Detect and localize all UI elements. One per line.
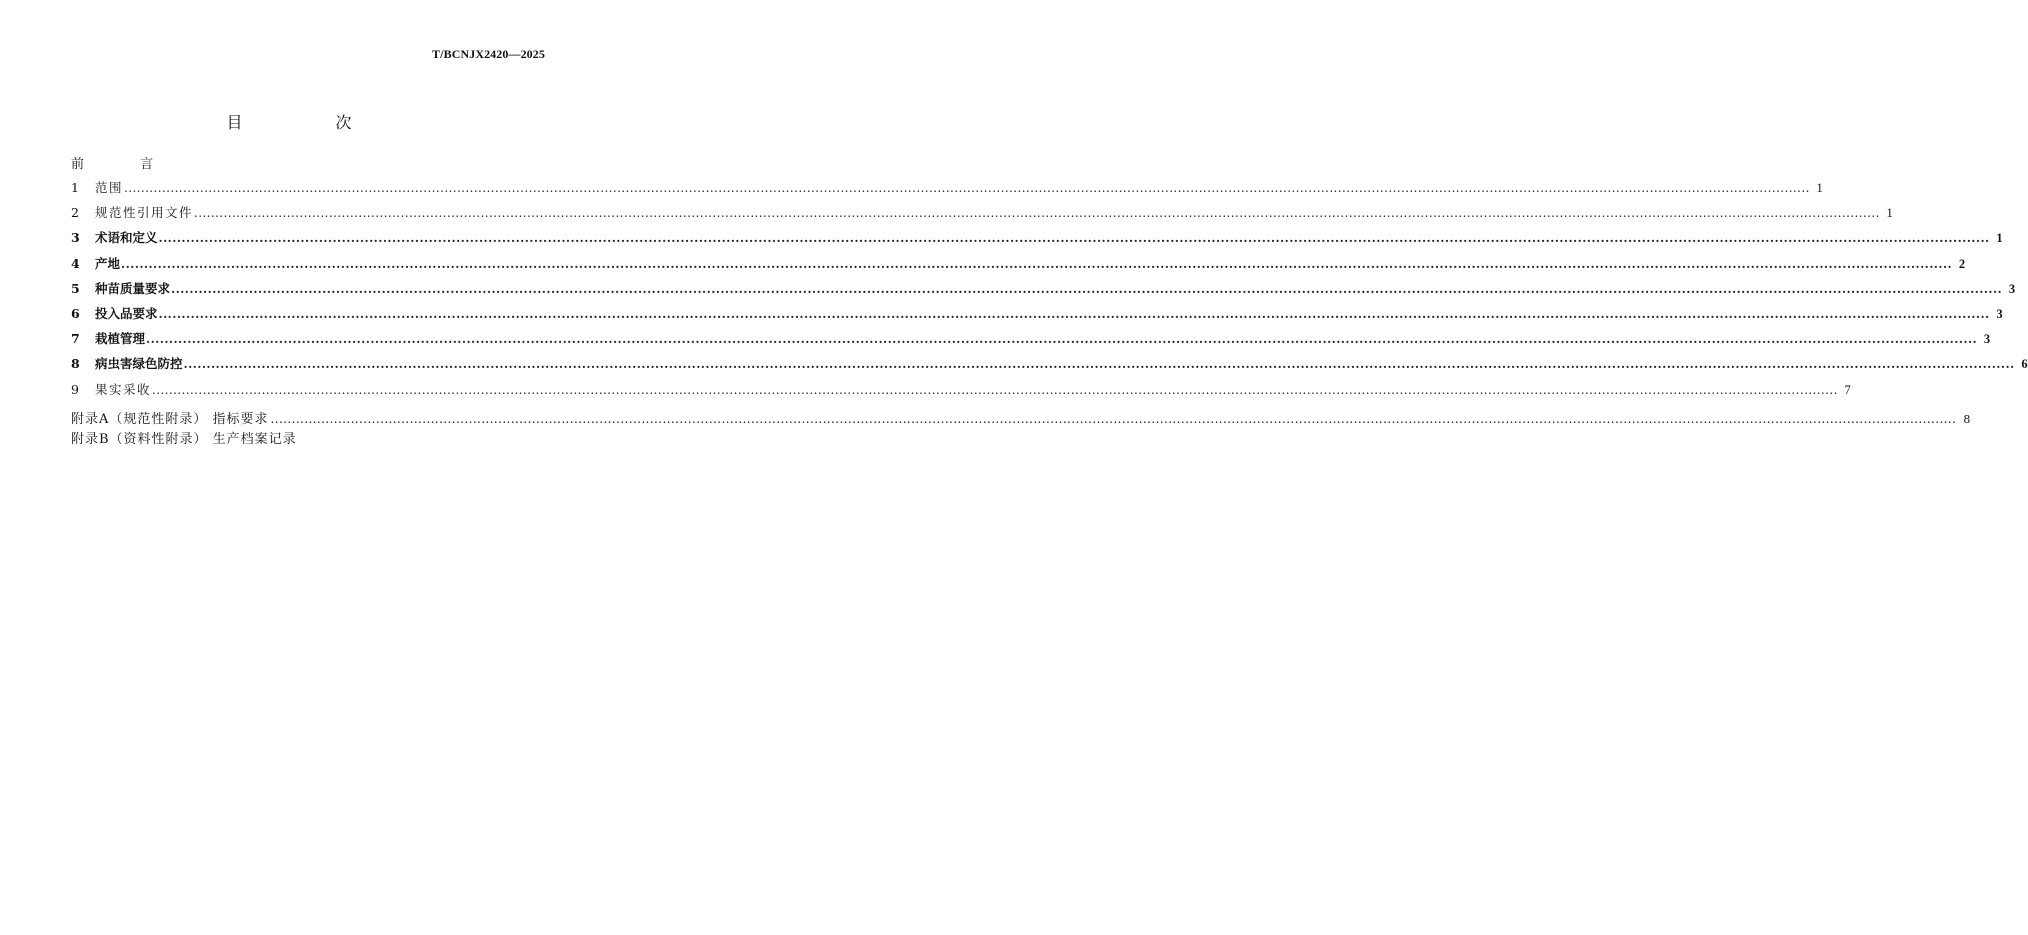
toc-appendix-a-page: 8	[1963, 413, 1971, 426]
toc-leader-dots: ................................................................................................................................................................................................................................................................................................................................................................................................................	[121, 256, 1953, 271]
toc-entry[interactable]	[71, 329, 1991, 354]
toc-entry-label: 果实采收	[95, 381, 152, 397]
toc-appendix-b-label: 附录B（资料性附录） 生产档案记录	[71, 432, 297, 447]
toc-appendix-a-label: 附录A（规范性附录） 指标要求	[71, 412, 269, 427]
toc-entry-label: 术语和定义	[95, 230, 158, 246]
toc-leader-dots: ................................................................................................................................................................................................................................................................................................................................................................................................................	[158, 306, 1990, 321]
toc-entry-label: 种苗质量要求	[95, 280, 171, 296]
toc-entry-number: 3	[71, 230, 80, 246]
toc-entry-page: 1	[1886, 206, 1893, 221]
toc-entry[interactable]	[71, 254, 1966, 279]
toc-entry-number: 9	[71, 381, 79, 397]
toc-entry-number: 1	[71, 180, 79, 195]
toc-entry-number: 4	[71, 255, 80, 271]
toc-entry-number: 6	[71, 305, 80, 321]
toc-leader-dots: ................................................................................................................................................................................................................................................................................................................................................................................................................	[171, 281, 2003, 296]
toc-list	[71, 178, 2028, 405]
toc-title: 目 次	[226, 113, 396, 132]
toc-entry-page: 7	[1844, 382, 1851, 397]
toc-entry[interactable]	[71, 380, 1851, 405]
toc-entry-label: 投入品要求	[95, 305, 158, 321]
toc-entry-label: 病虫害绿色防控	[95, 356, 183, 372]
toc-entry[interactable]	[71, 178, 1823, 203]
toc-leader-dots: ................................................................................................................................................................................................................................................................................................................................................................................................................	[124, 181, 1810, 195]
toc-entry-page: 3	[1983, 332, 1991, 347]
toc-leader-dots: ................................................................................................................................................................................................................................................................................................................................................................................................................	[146, 332, 1978, 347]
toc-leader-dots: ................................................................................................................................................................................................................................................................................................................................................................................................................	[270, 412, 1957, 426]
document-code: T/BCNJX2420—2025	[432, 47, 545, 61]
toc-entry-label: 栽植管理	[95, 331, 146, 347]
toc-entry-page: 6	[2021, 357, 2028, 372]
toc-leader-dots: ................................................................................................................................................................................................................................................................................................................................................................................................................	[183, 357, 2015, 372]
toc-appendix-b[interactable]	[71, 428, 591, 447]
toc-entry-page: 3	[1996, 306, 2003, 321]
toc-entry-label: 产地	[95, 255, 121, 271]
toc-entry[interactable]	[71, 304, 2003, 329]
toc-entry[interactable]	[71, 228, 2003, 253]
toc-leader-dots: ................................................................................................................................................................................................................................................................................................................................................................................................................	[158, 231, 1990, 246]
toc-entry-page: 3	[2008, 281, 2016, 296]
toc-entry[interactable]	[71, 203, 1893, 228]
toc-entry-label: 规范性引用文件	[95, 205, 194, 221]
toc-entry-number: 2	[71, 205, 79, 221]
toc-entry-number: 7	[71, 331, 80, 347]
toc-entry[interactable]	[71, 354, 2028, 379]
toc-entry[interactable]	[71, 279, 2016, 304]
toc-entry-label: 范围	[95, 180, 124, 195]
toc-entry-number: 5	[71, 280, 80, 296]
toc-entry-page: 1	[1996, 231, 2003, 246]
toc-entry-page: 2	[1958, 256, 1966, 271]
toc-appendix-a[interactable]	[71, 408, 1971, 427]
toc-leader-dots: ................................................................................................................................................................................................................................................................................................................................................................................................................	[194, 206, 1880, 221]
toc-entry-number: 8	[71, 356, 80, 372]
toc-preface[interactable]: 前 言	[71, 157, 180, 172]
toc-entry-page: 1	[1816, 181, 1823, 195]
toc-leader-dots: ................................................................................................................................................................................................................................................................................................................................................................................................................	[152, 382, 1838, 397]
